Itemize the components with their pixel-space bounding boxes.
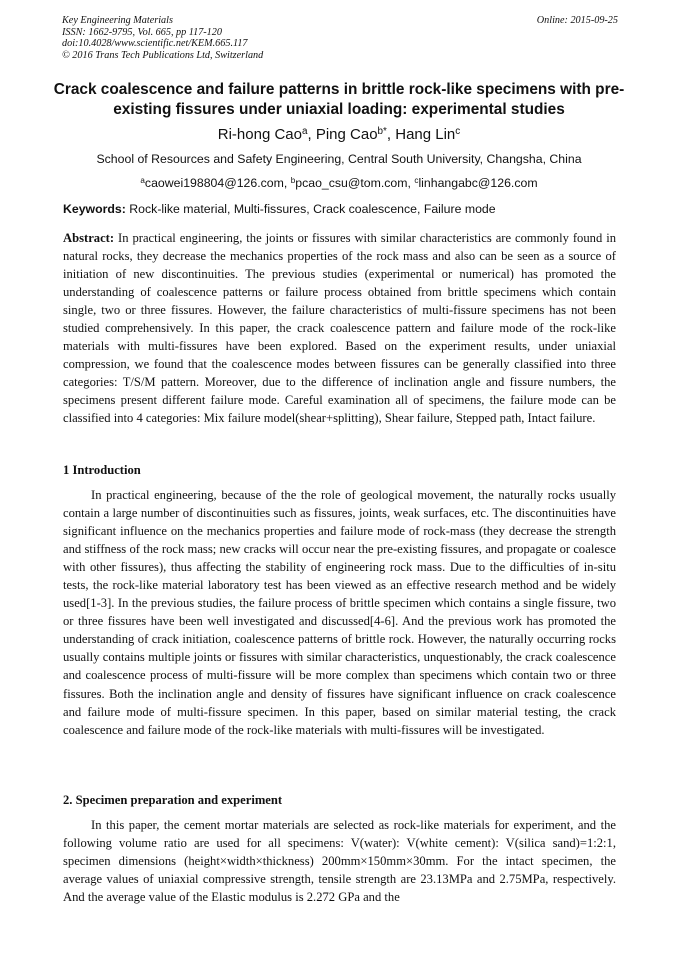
specimen-preparation-paragraph: In this paper, the cement mortar materials are selected as rock-like materials for experiment, and the following volume ratio are used for all specimens: V(water): V(white cement): V(silica sand)=1:2:1, specimen dimensions (height×width×thickness) 200mm×150mm×30mm. For the intact specimen, the average values of uniaxial compressive strength, tensile strength are 23.13MPa and 2.75MPa, respectively. And the average value of the Elastic modulus is 2.272 GPa and the (63, 818, 616, 905)
author-name: Hang Lin (395, 126, 456, 143)
author-sup: a (301, 126, 308, 138)
paper-title: Crack coalescence and failure patterns in brittle rock-like specimens with pre-existing fissures under uniaxial loading: experimental studies (53, 81, 625, 118)
online-date: Online: 2015-09-25 (536, 15, 618, 26)
author-name: Ri-hong Cao (217, 126, 302, 143)
email-sup: c (414, 175, 419, 185)
abstract-text: In practical engineering, the joints or fissures with similar characteristics are commonly found in natural rocks, they decrease the mechanics properties of the rock mass and also can be seen as a source of initiation of new discontinuities. The previous studies (experimental or numerical) has promoted the understanding of coalescence patterns or failure process obtained from brittle specimens which contain single, two or three fissures. However, the failure characteristics of multi-fissure specimens has not been studied comprehensively. In this paper, the crack coalescence pattern and failure mode of the rock-like materials with multi-fissures have been explored. Based on the experiment results, under uniaxial compression, we found that the coalescence modes between fissures can be generally classified into three categories: T/S/M pattern. Moreover, due to the difference of inclination angle and fissure numbers, the specimens present different failure mode. Careful examination all of specimens, the failure mode can be classified into 4 categories: Mix failure model(shear+splitting), Shear failure, Stepped path, Intact failure. (63, 231, 616, 426)
email-address: pcao_csu@tom.com (295, 176, 408, 190)
journal-header (62, 15, 618, 61)
keywords-text: Rock-like material, Multi-fissures, Crack coalescence, Failure mode (129, 202, 496, 216)
email-list: $^a$caowei198804@126.com, $^b$pcao_csu@tom.com, $^c$linhangabc@126.com (140, 175, 538, 190)
copyright-line: © 2016 Trans Tech Publications Ltd, Switzerland (62, 49, 264, 61)
author-sup: c (455, 126, 461, 138)
journal-name: Key Engineering Materials (62, 15, 173, 26)
keywords (63, 201, 623, 217)
author-sup: b* (377, 126, 387, 138)
keywords-label: Keywords: (63, 202, 126, 216)
email-sup: b (290, 175, 296, 185)
abstract (63, 229, 616, 428)
issn-line: ISSN: 1662-9795, Vol. 665, pp 117-120 (62, 26, 222, 38)
author-list: Ri-hong Cao$^a$, Ping Cao$^{b*}$, Hang Lin$^c$ (217, 126, 461, 143)
abstract-label: Abstract: (63, 231, 115, 245)
section-heading-specimen-preparation: 2. Specimen preparation and experiment (63, 793, 283, 807)
email-address: linhangabc@126.com (418, 176, 538, 190)
author-name: Ping Cao (315, 126, 378, 143)
doi-line: doi:10.4028/www.scientific.net/KEM.665.117 (62, 38, 248, 50)
introduction-paragraph: In practical engineering, because of the the role of geological movement, the naturally rocks usually contain a large number of discontinuities such as fissures, joints, weak surfaces, etc. The discontinuities have significant influence on the mechanics properties and failure mode of rock-mass (they decrease the strength and stiffness of the rock mass; new cracks will occur near the pre-existing fissures, and propagate or coalesce with other fissures), thus affecting the stability of engineering rock mass. Due to the difficulties of in-situ tests, the rock-like material laboratory test has been viewed as an effective research method and be widely used[1-3]. In the previous studies, the failure process of brittle specimen which contains a single fissure, two or three fissures have been well investigated and discussed[4-6]. And the previous work has promoted the understanding of crack initiation, coalescence patterns of brittle rock. However, the naturally occurring rocks usually contains multiple joints or fissures with similar characteristics, unquestionably, the crack coalescence and coalescence process of multi-fissure will be more complex than specimens which contain two or three fissures. Both the inclination angle and density of fissures have significant influence on crack coalescence and failure mode of multi-fissure specimen. In this paper, based on similar material testing, the crack coalescence and failure mode of the rock-like materials with multi-fissures will be investigated. (63, 488, 616, 737)
affiliation: School of Resources and Safety Engineering, Central South University, Changsha, China (96, 152, 582, 166)
email-sup: a (140, 175, 145, 185)
section-heading-introduction: 1 Introduction (63, 463, 141, 477)
email-address: caowei198804@126.com (144, 176, 284, 190)
